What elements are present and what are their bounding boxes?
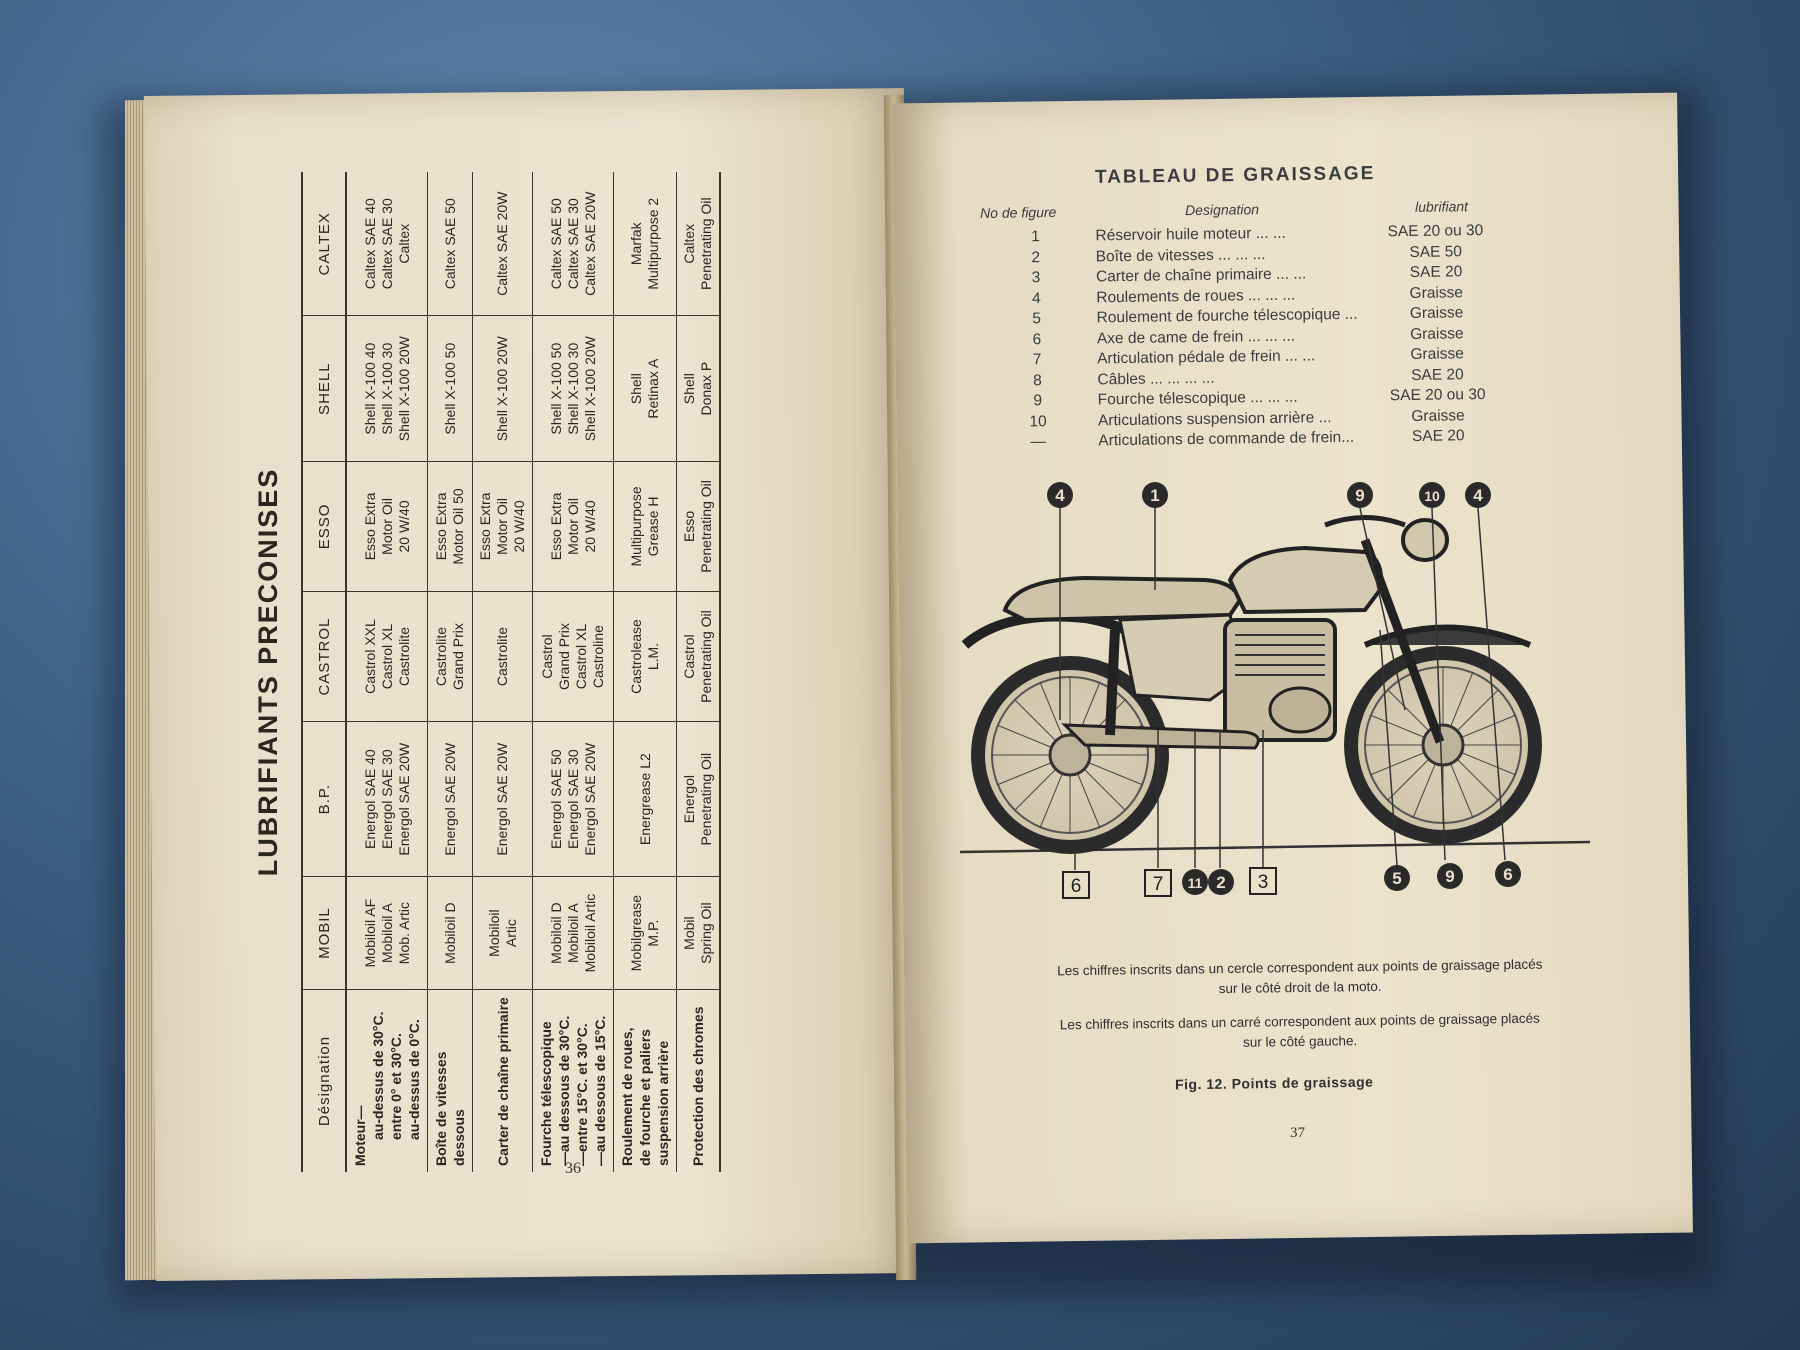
row-lubricant: Graisse — [1410, 345, 1464, 364]
table-cell — [428, 172, 473, 316]
cell-line: Esso Extra — [433, 492, 449, 561]
table-cell — [677, 877, 721, 990]
table-cell — [533, 722, 614, 877]
cell-line: 20 W/40 — [581, 500, 598, 553]
table-cell — [533, 172, 614, 316]
table-cell — [473, 172, 533, 316]
figure-number: 6 — [1032, 330, 1042, 348]
cell-line: Castrolite — [494, 626, 510, 687]
cell-line: Esso — [681, 510, 697, 543]
cell-line: Mobiloil D — [441, 902, 458, 964]
header-num: No de figure — [980, 203, 1057, 221]
row-designation: Câbles ... ... ... ... — [1097, 369, 1215, 388]
designation-line: Moteur— — [352, 1105, 368, 1166]
cell-line: Castrolease — [628, 619, 644, 694]
headlamp — [1403, 520, 1447, 560]
row-designation — [346, 990, 428, 1173]
column-header: ESSO — [302, 461, 346, 591]
square-label-text: 6 — [1070, 876, 1082, 897]
table-cell — [677, 461, 721, 591]
cell-line: Motor Oil — [564, 498, 581, 555]
table-cell — [614, 461, 677, 591]
designation-line: Boîte de vitesses dessous — [433, 1051, 467, 1166]
cell-line: M.P. — [645, 919, 661, 947]
row-lubricant: Graisse — [1409, 283, 1464, 302]
cell-line: Mobiloil A — [564, 903, 581, 964]
cell-line: Mobiloil A — [378, 903, 395, 964]
seat — [1005, 578, 1240, 620]
cell-line: 20 W/40 — [395, 500, 412, 553]
designation-line: au-dessus de 30°C. — [370, 1011, 386, 1140]
cell-line: Esso Extra — [547, 492, 564, 561]
row-lubricant: SAE 20 — [1409, 263, 1463, 282]
cell-line: Energol SAE 50 — [547, 749, 564, 849]
row-designation — [473, 990, 533, 1173]
cell-line: Mobiloil Artic — [581, 893, 598, 973]
row-designation: Articulations suspension arrière ... — [1097, 408, 1332, 429]
page-number-right: 37 — [1290, 1125, 1305, 1141]
column-header: CALTEX — [315, 212, 333, 276]
table-cell — [346, 461, 428, 591]
circle-label-text: 6 — [1503, 865, 1513, 884]
cell-line: Energol SAE 30 — [564, 749, 581, 849]
designation-line: Carter de chaîne primaire — [494, 997, 511, 1166]
table-cell — [677, 316, 721, 461]
cell-line: Energol — [681, 775, 697, 824]
cell-line: Castrolite — [395, 626, 412, 687]
cell-line: Shell X-100 20W — [494, 336, 510, 442]
table-cell — [346, 877, 428, 990]
lubricants-table-body — [346, 172, 720, 1172]
caption-line: Les chiffres inscrits dans un carré correspondent aux points de graissage placés — [1059, 1010, 1540, 1033]
table-cell — [428, 722, 473, 877]
cell-line: Mobiloil D — [547, 902, 564, 964]
table-cell — [614, 316, 677, 461]
cell-line: Marfak — [628, 222, 644, 266]
figure-caption: Fig. 12. Points de graissage — [1174, 1073, 1374, 1093]
square-label-text: 3 — [1257, 872, 1269, 893]
circle-label-text: 2 — [1216, 873, 1226, 892]
table-cell — [614, 592, 677, 722]
table-row — [614, 172, 677, 1172]
cell-line: Castrol XXL — [361, 619, 378, 694]
table-cell — [533, 316, 614, 461]
figure-number: 10 — [1029, 412, 1047, 430]
row-lubricant: Graisse — [1411, 406, 1465, 425]
cell-line: Multipurpose — [628, 486, 644, 567]
table-cell — [473, 592, 533, 722]
cell-line: Motor Oil — [378, 498, 395, 555]
cell-line: Grease H — [645, 496, 661, 557]
figure-number: 3 — [1031, 269, 1041, 287]
table-row — [428, 172, 473, 1172]
lubrication-rows — [980, 221, 1523, 454]
table-cell — [473, 316, 533, 461]
cell-line: Caltex SAE 50 — [547, 198, 564, 290]
table-cell — [677, 592, 721, 722]
table-cell — [428, 877, 473, 990]
designation-line: —au dessous de 15°C. — [592, 1015, 608, 1166]
rear-shock — [1110, 630, 1115, 735]
column-header: MOBIL — [302, 877, 346, 990]
cell-line: Mobiloil — [485, 909, 502, 957]
table-cell — [473, 722, 533, 877]
caption-line: Les chiffres inscrits dans un cercle correspondent aux points de graissage placés — [1057, 956, 1543, 979]
fuel-tank — [1230, 548, 1381, 612]
lubricants-table — [301, 172, 721, 1172]
designation-line: Fourche télescopique — [538, 1021, 554, 1166]
caption-line: sur le côté droit de la moto. — [1218, 978, 1382, 997]
row-designation: Articulations de commande de frein... — [1098, 428, 1355, 450]
cell-line: Mobil — [681, 916, 697, 950]
cell-line: Energol SAE 30 — [378, 749, 395, 849]
lubrication-title: TABLEAU DE GRAISSAGE — [1094, 163, 1376, 188]
cell-line: Artic — [502, 919, 519, 948]
row-designation: Axe de came de frein ... ... ... — [1096, 327, 1296, 347]
cell-line: Esso Extra — [361, 492, 378, 561]
lubricants-header-row — [302, 172, 346, 1172]
cell-line: Castroline — [590, 625, 606, 689]
table-row — [677, 172, 721, 1172]
row-lubricant: SAE 20 — [1411, 365, 1464, 384]
cell-line: Motor Oil 50 — [450, 488, 466, 565]
cell-line: Caltex SAE 40 — [361, 198, 378, 290]
row-lubricant: SAE 50 — [1409, 242, 1463, 261]
designation-line: entre 0° et 30°C. — [388, 1033, 404, 1140]
table-cell — [677, 722, 721, 877]
table-cell — [428, 461, 473, 591]
circle-labels-top — [1047, 482, 1491, 508]
table-cell — [533, 877, 614, 990]
figure-number: 5 — [1032, 310, 1042, 328]
caption-square — [1000, 1008, 1601, 1056]
handlebars — [1325, 518, 1405, 526]
cell-line: Penetrating Oil — [698, 480, 714, 573]
cell-line: Mobiloil AF — [361, 898, 378, 968]
cell-line: Caltex — [681, 223, 697, 264]
cell-line: Caltex SAE 30 — [564, 198, 581, 290]
table-cell — [346, 316, 428, 461]
cell-line: Penetrating Oil — [698, 197, 714, 291]
row-designation: Réservoir huile moteur ... ... — [1095, 224, 1286, 245]
cell-line: Donax P — [698, 361, 714, 416]
cell-line: Multipurpose 2 — [645, 197, 661, 290]
row-designation: Roulement de fourche télescopique ... — [1096, 305, 1358, 327]
cell-line: Shell X-100 30 — [564, 342, 581, 435]
row-designation: Fourche télescopique ... ... ... — [1097, 388, 1298, 409]
designation-line: au-dessus de 0°C. — [406, 1019, 422, 1140]
cell-line: Shell — [681, 373, 697, 405]
cell-line: Caltex SAE 20W — [581, 191, 598, 296]
circle-label-text: 4 — [1473, 486, 1483, 505]
circle-label-text: 4 — [1055, 486, 1065, 505]
header-lubricant: lubrifiant — [1414, 198, 1469, 215]
cell-line: Shell X-100 20W — [395, 336, 412, 442]
cell-line: Energrease L2 — [636, 753, 653, 846]
cell-line: Shell X-100 20W — [581, 336, 598, 442]
table-cell — [346, 172, 428, 316]
figure-number: — — [1030, 433, 1047, 451]
lubricants-title: LUBRIFIANTS PRECONISES — [253, 467, 283, 877]
row-designation — [677, 990, 721, 1173]
cell-line: Castrolite — [433, 626, 449, 687]
cell-line: Castrol XL — [378, 623, 395, 690]
row-designation: Articulation pédale de frein ... ... — [1097, 347, 1316, 368]
figure-number: 7 — [1032, 351, 1042, 369]
cell-line: Caltex SAE 30 — [378, 198, 395, 290]
circle-label-text: 9 — [1445, 867, 1455, 886]
cell-line: Shell X-100 30 — [378, 342, 395, 435]
figure-number: 4 — [1031, 289, 1041, 307]
lubricants-table-block — [253, 172, 813, 1172]
figure-number: 1 — [1031, 228, 1040, 246]
page-number-left: 36 — [565, 1160, 581, 1177]
cell-line: Castrol XL — [573, 623, 589, 690]
table-row — [346, 172, 428, 1172]
row-designation — [428, 990, 473, 1173]
cell-line: Castrol — [539, 634, 555, 679]
cell-line: Penetrating Oil — [698, 610, 714, 703]
circle-label-text: 1 — [1150, 486, 1160, 505]
caption-circle — [1000, 954, 1601, 1002]
table-cell — [346, 592, 428, 722]
cell-line: Energol SAE 40 — [361, 749, 378, 849]
column-header: Désignation — [302, 990, 346, 1173]
table-cell — [614, 877, 677, 990]
row-designation: Roulements de roues ... ... ... — [1096, 286, 1296, 306]
cell-line: 20 W/40 — [511, 500, 527, 553]
table-cell — [473, 461, 533, 591]
table-cell — [614, 172, 677, 316]
table-cell — [677, 172, 721, 316]
cell-line: Grand Prix — [556, 623, 572, 691]
cell-line: Shell — [628, 373, 644, 405]
cell-line: Penetrating Oil — [698, 752, 714, 846]
row-designation: Boîte de vitesses ... ... ... — [1095, 245, 1266, 265]
row-designation: Carter de chaîne primaire ... ... — [1095, 265, 1307, 286]
column-header: CASTROL — [302, 592, 346, 722]
table-cell — [533, 592, 614, 722]
cell-line: Shell X-100 50 — [441, 342, 458, 435]
circle-label-text: 5 — [1392, 869, 1402, 888]
cell-line: Motor Oil — [494, 498, 510, 555]
designation-line: suspension arrière — [655, 1040, 671, 1166]
circle-label-text: 10 — [1424, 488, 1440, 504]
designation-line: de fourche et paliers — [637, 1029, 653, 1166]
row-designation — [614, 990, 677, 1173]
cell-line: Esso Extra — [477, 492, 493, 561]
engine — [1225, 620, 1335, 740]
table-cell — [533, 461, 614, 591]
motorcycle-diagram — [945, 470, 1605, 940]
circle-label-text: 11 — [1187, 875, 1203, 891]
table-cell — [473, 877, 533, 990]
figure-number: 9 — [1033, 392, 1043, 410]
column-header: B.P. — [302, 722, 346, 877]
cell-line: Shell X-100 40 — [361, 342, 378, 435]
cell-line: Mob. Artic — [395, 901, 412, 965]
cell-line: Retinax A — [645, 358, 661, 419]
designation-line: Protection des chromes — [690, 1006, 706, 1166]
cell-line: L.M. — [645, 642, 661, 671]
designation-line: —entre 15°C. et 30°C. — [574, 1023, 590, 1166]
row-designation — [533, 990, 614, 1173]
caption-line: sur le côté gauche. — [1242, 1033, 1358, 1050]
table-row — [533, 172, 614, 1172]
cell-line: Energol SAE 20W — [395, 742, 412, 856]
circle-labels-bottom — [1182, 861, 1521, 895]
lubrication-table — [980, 197, 1523, 454]
row-lubricant: Graisse — [1409, 304, 1464, 323]
cell-line: Caltex SAE 50 — [441, 198, 458, 290]
designation-line: Roulement de roues, — [619, 1027, 635, 1166]
cell-line: Shell X-100 50 — [547, 342, 564, 435]
figure-number: 2 — [1031, 248, 1041, 266]
cell-line: Energol SAE 20W — [441, 742, 458, 856]
figure-number: 8 — [1033, 371, 1042, 389]
cell-line: Mobilgrease — [628, 894, 644, 972]
header-designation: Designation — [1184, 201, 1260, 219]
square-labels — [1063, 868, 1276, 898]
circle-label-text: 9 — [1355, 486, 1365, 505]
row-lubricant: SAE 20 ou 30 — [1387, 221, 1484, 241]
cell-line: Caltex SAE 20W — [494, 191, 510, 296]
table-row — [473, 172, 533, 1172]
table-cell — [428, 316, 473, 461]
square-label-text: 7 — [1152, 874, 1164, 895]
table-cell — [346, 722, 428, 877]
cell-line: Grand Prix — [450, 623, 466, 691]
row-lubricant: SAE 20 — [1411, 427, 1465, 445]
cell-line: Spring Oil — [698, 902, 714, 964]
column-header: SHELL — [302, 316, 346, 461]
designation-line: —au dessous de 30°C. — [556, 1015, 572, 1166]
cell-line: Energol SAE 20W — [581, 742, 598, 856]
table-cell — [614, 722, 677, 877]
cell-line: Energol SAE 20W — [494, 742, 510, 856]
cell-line: Caltex — [395, 223, 412, 264]
table-cell — [428, 592, 473, 722]
row-lubricant: Graisse — [1410, 324, 1464, 343]
cell-line: Castrol — [681, 634, 697, 679]
row-lubricant: SAE 20 ou 30 — [1389, 385, 1486, 405]
